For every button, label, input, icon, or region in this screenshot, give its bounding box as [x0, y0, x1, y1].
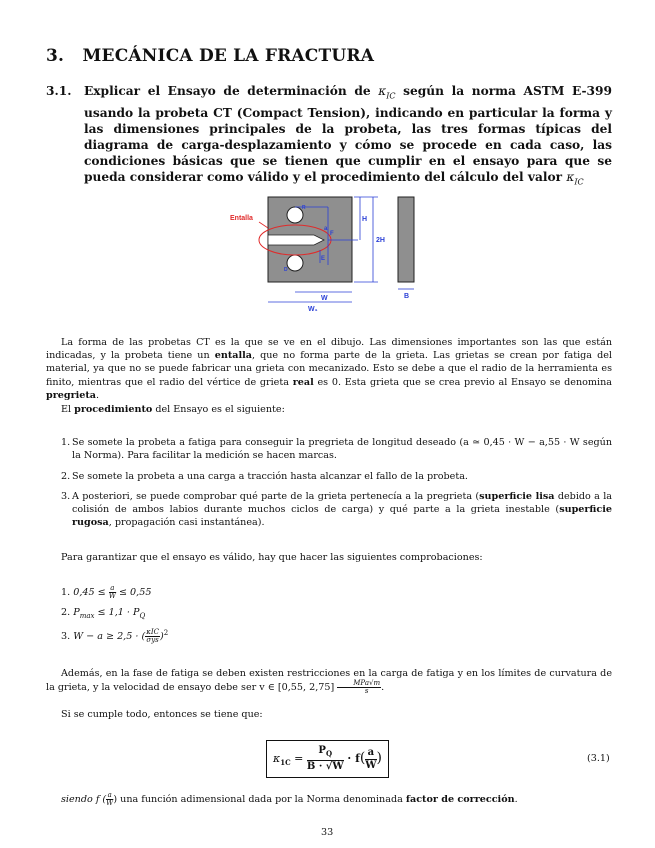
- label-B: B: [404, 293, 410, 300]
- paragraph-correction-factor: siendo f ( $\frac{a}{W}$ ) una función adimensional dada por la Norma denominada factor de corrección.: [61, 791, 518, 807]
- equation-box: $\kappa_{1C}$ = $\frac{P_Q}{B \cdot √W}$ · f( $\frac{a}{W}$ ): [266, 740, 389, 778]
- page-number: 33: [321, 827, 334, 838]
- paragraph-shape: La forma de las probetas CT es la que se ve en el dibujo. Las dimensiones importantes son las que están indicadas, y la probeta tiene un entalla, que no forma parte de la grieta. Las grietas se crean por fatiga del material, ya que no se puede fabricar una grieta con mecanizado. Esto se debe a que el radio de la herramienta es finito, mientras que el radio del vértice de grieta real es 0. Esta grieta que se crea previo al Ensayo se denomina pregrieta.: [46, 337, 612, 401]
- bold-procedimiento: procedimiento: [74, 404, 153, 415]
- label-F: F: [330, 231, 334, 237]
- procedure-1-text: Se somete la probeta a fatiga para conseguir la pregrieta de longitud deseado (a ≃ 0,45 · W − a,55 · W según la Norma). Para facilitar la medición se hacen marcas.: [72, 437, 612, 462]
- entalla-label: Entalla: [230, 215, 253, 222]
- label-2H: 2H: [376, 237, 385, 244]
- question-number: 3.1.: [46, 84, 72, 98]
- label-H: H: [362, 216, 368, 223]
- procedure-1-number: 1.: [61, 437, 71, 448]
- label-R: R: [302, 205, 306, 211]
- ct-side-view: [398, 197, 414, 282]
- bold-superficie-lisa: superficie lisa: [479, 491, 555, 502]
- question-text-start: Explicar el Ensayo de determinación de: [84, 84, 379, 98]
- k-subscript-end: IC: [574, 177, 584, 187]
- question-text-end: según la norma ASTM E-399 usando la probeta CT (Compact Tension), indicando en particular la forma y las dimensiones principales de la probeta, las tres formas típicas del diagrama de carga-desplazamiento y cómo se procede en cada caso, las condiciones básicas que se tienen que cumplir en el ensayo para que se pueda considerar como válido y el procedimiento del cálculo del valor: [84, 84, 612, 185]
- check-2: 2. $P_{max} \le 1,1 \cdot P_Q$: [61, 607, 146, 620]
- bold-real: real: [292, 376, 314, 388]
- upper-hole: [287, 207, 303, 223]
- section-title: MECÁNICA DE LA FRACTURA: [82, 46, 375, 66]
- label-D: D: [284, 267, 288, 273]
- k-symbol: κ: [378, 84, 387, 98]
- k-subscript: IC: [386, 91, 396, 101]
- paragraph-result-intro: Si se cumple todo, entonces se tiene que:: [61, 709, 263, 720]
- procedure-3-number: 3.: [61, 491, 71, 502]
- lower-hole: [287, 255, 303, 271]
- k-symbol-end: κ: [566, 170, 575, 185]
- label-E: E: [321, 256, 326, 262]
- notch: [268, 235, 324, 245]
- entalla-pointer: [259, 222, 268, 228]
- bold-pregrieta: pregrieta: [46, 389, 97, 401]
- ct-specimen-figure: [228, 190, 428, 315]
- procedure-2-text: Se somete la probeta a una carga a tracción hasta alcanzar el fallo de la probeta.: [72, 471, 468, 482]
- bold-factor-correccion: factor de corrección: [405, 794, 515, 805]
- label-a: a: [324, 226, 328, 232]
- label-W1: W₁: [308, 306, 318, 313]
- paragraph-validity-intro: Para garantizar que el ensayo es válido, hay que hacer las siguientes comprobaciones:: [61, 552, 483, 563]
- bold-entalla: entalla: [214, 350, 252, 362]
- bold-superficie-rugosa: superficie rugosa: [72, 504, 612, 529]
- section-number: 3.: [46, 46, 65, 66]
- question-text: [84, 83, 612, 191]
- label-W: W: [321, 295, 328, 302]
- paragraph-procedure-intro: El procedimiento del Ensayo es el siguiente:: [61, 404, 285, 415]
- section-heading: [46, 46, 374, 66]
- check-1: 1. 0,45 ≤ $\frac{a}{W}$ ≤ 0,55: [61, 584, 152, 600]
- equation-number: (3.1): [587, 753, 610, 764]
- check-3: 3. W − a ≥ 2,5 · ( $\frac{\text{κIC}}{\text{σys}}$ )$^2$: [61, 628, 169, 645]
- procedure-2-number: 2.: [61, 471, 71, 482]
- paragraph-fatigue: Además, en la fase de fatiga se deben existen restricciones en la carga de fatiga y en los límites de curvatura de la grieta, y la velocidad de ensayo debe ser v ∈ [0,55, 2,75] $\frac{\text{MPa√m}}{s}$ .: [46, 668, 612, 696]
- procedure-3-text: A posteriori, se puede comprobar qué parte de la grieta pertenecía a la pregrieta (superficie lisa debido a la colisión de ambos labios durante muchos ciclos de carga) y qué parte a la grieta inestable (superficie rugosa, propagación casi instantánea).: [72, 491, 612, 529]
